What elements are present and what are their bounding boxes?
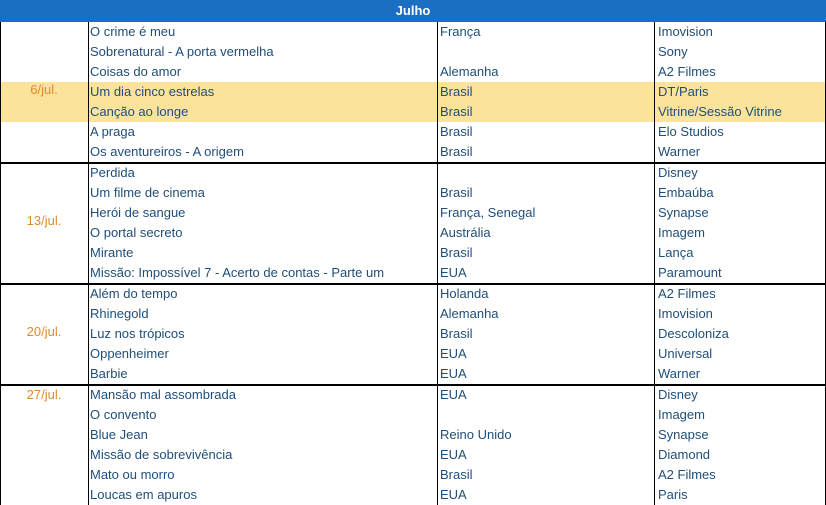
table-row xyxy=(0,183,826,203)
distributor-cell: Universal xyxy=(658,346,713,361)
table-row xyxy=(0,465,826,485)
country-cell: Holanda xyxy=(440,286,489,301)
table-row xyxy=(0,324,826,344)
table-row xyxy=(0,284,826,304)
release-date-label: 27/jul. xyxy=(26,387,62,402)
country-cell: EUA xyxy=(440,346,467,361)
film-title-cell: Mirante xyxy=(90,245,134,260)
country-cell: Brasil xyxy=(440,326,473,341)
country-cell: Reino Unido xyxy=(440,427,512,442)
distributor-cell: Warner xyxy=(658,366,701,381)
table-row xyxy=(0,42,826,62)
film-title-cell: A praga xyxy=(90,124,135,139)
country-cell: França xyxy=(440,24,481,39)
distributor-cell: Imagem xyxy=(658,407,705,422)
country-cell: Brasil xyxy=(440,467,473,482)
film-title-cell: Sobrenatural - A porta vermelha xyxy=(90,44,274,59)
table-row xyxy=(0,405,826,425)
country-cell: Brasil xyxy=(440,84,473,99)
country-cell: EUA xyxy=(440,366,467,381)
country-cell: Brasil xyxy=(440,185,473,200)
distributor-cell: Lança xyxy=(658,245,694,260)
table-row xyxy=(0,22,826,42)
country-cell: França, Senegal xyxy=(440,205,536,220)
distributor-cell: Sony xyxy=(658,44,688,59)
distributor-cell: Synapse xyxy=(658,205,709,220)
column-divider xyxy=(88,22,89,505)
table-row xyxy=(0,223,826,243)
column-divider xyxy=(654,22,655,505)
film-title-cell: Perdida xyxy=(90,165,135,180)
country-cell: Brasil xyxy=(440,245,473,260)
column-divider xyxy=(437,22,438,505)
country-cell: EUA xyxy=(440,487,467,502)
distributor-cell: Vitrine/Sessão Vitrine xyxy=(658,104,782,119)
film-title-cell: Loucas em apuros xyxy=(90,487,197,502)
distributor-cell: A2 Filmes xyxy=(658,64,716,79)
table-row xyxy=(0,425,826,445)
film-title-cell: Um dia cinco estrelas xyxy=(90,84,215,99)
film-title-cell: Os aventureiros - A origem xyxy=(90,144,244,159)
table-row xyxy=(0,163,826,183)
film-title-cell: Rhinegold xyxy=(90,306,149,321)
country-cell: Brasil xyxy=(440,124,473,139)
table-row xyxy=(0,385,826,405)
film-title-cell: O portal secreto xyxy=(90,225,183,240)
country-cell xyxy=(440,42,652,62)
distributor-cell: Disney xyxy=(658,387,698,402)
country-cell: EUA xyxy=(440,447,467,462)
table-row xyxy=(0,82,826,102)
distributor-cell: Elo Studios xyxy=(658,124,724,139)
film-title-cell: Blue Jean xyxy=(90,427,148,442)
release-date-label: 6/jul. xyxy=(30,82,58,97)
film-title-cell: Coisas do amor xyxy=(90,64,182,79)
distributor-cell: Paris xyxy=(658,487,688,502)
film-title-cell: Oppenheimer xyxy=(90,346,169,361)
film-title-cell: O crime é meu xyxy=(90,24,176,39)
table-row xyxy=(0,62,826,82)
distributor-cell: Imovision xyxy=(658,306,713,321)
country-cell xyxy=(440,163,652,183)
distributor-cell: Imagem xyxy=(658,225,705,240)
distributor-cell: Paramount xyxy=(658,265,722,280)
table-row xyxy=(0,485,826,505)
country-cell xyxy=(440,405,652,425)
film-title-cell: Mato ou morro xyxy=(90,467,175,482)
table-row xyxy=(0,203,826,223)
month-header: Julho xyxy=(0,0,826,22)
table-row xyxy=(0,344,826,364)
distributor-cell: Diamond xyxy=(658,447,711,462)
distributor-cell: Disney xyxy=(658,165,698,180)
table-row xyxy=(0,364,826,384)
country-cell: EUA xyxy=(440,265,467,280)
distributor-cell: Embaúba xyxy=(658,185,714,200)
film-title-cell: Missão: Impossível 7 - Acerto de contas - Parte um xyxy=(90,265,385,280)
country-cell: Alemanha xyxy=(440,64,499,79)
distributor-cell: A2 Filmes xyxy=(658,467,716,482)
distributor-cell: A2 Filmes xyxy=(658,286,716,301)
film-title-cell: Mansão mal assombrada xyxy=(90,387,236,402)
table-row xyxy=(0,102,826,122)
film-title-cell: Um filme de cinema xyxy=(90,185,205,200)
table-row xyxy=(0,445,826,465)
distributor-cell: Warner xyxy=(658,144,701,159)
country-cell: Alemanha xyxy=(440,306,499,321)
table-row xyxy=(0,304,826,324)
table-row xyxy=(0,263,826,283)
table-left-border xyxy=(0,22,1,505)
distributor-cell: Synapse xyxy=(658,427,709,442)
table-row xyxy=(0,142,826,162)
distributor-cell: Imovision xyxy=(658,24,713,39)
table-row xyxy=(0,243,826,263)
film-title-cell: Além do tempo xyxy=(90,286,178,301)
distributor-cell: DT/Paris xyxy=(658,84,709,99)
country-cell: Brasil xyxy=(440,144,473,159)
film-title-cell: Missão de sobrevivência xyxy=(90,447,233,462)
country-cell: Brasil xyxy=(440,104,473,119)
film-title-cell: O convento xyxy=(90,407,157,422)
film-title-cell: Luz nos trópicos xyxy=(90,326,185,341)
country-cell: Austrália xyxy=(440,225,491,240)
film-title-cell: Barbie xyxy=(90,366,128,381)
distributor-cell: Descoloniza xyxy=(658,326,729,341)
film-title-cell: Canção ao longe xyxy=(90,104,189,119)
release-date-label: 20/jul. xyxy=(26,324,62,339)
film-title-cell: Herói de sangue xyxy=(90,205,186,220)
release-date-label: 13/jul. xyxy=(26,213,62,228)
table-row xyxy=(0,122,826,142)
country-cell: EUA xyxy=(440,387,467,402)
